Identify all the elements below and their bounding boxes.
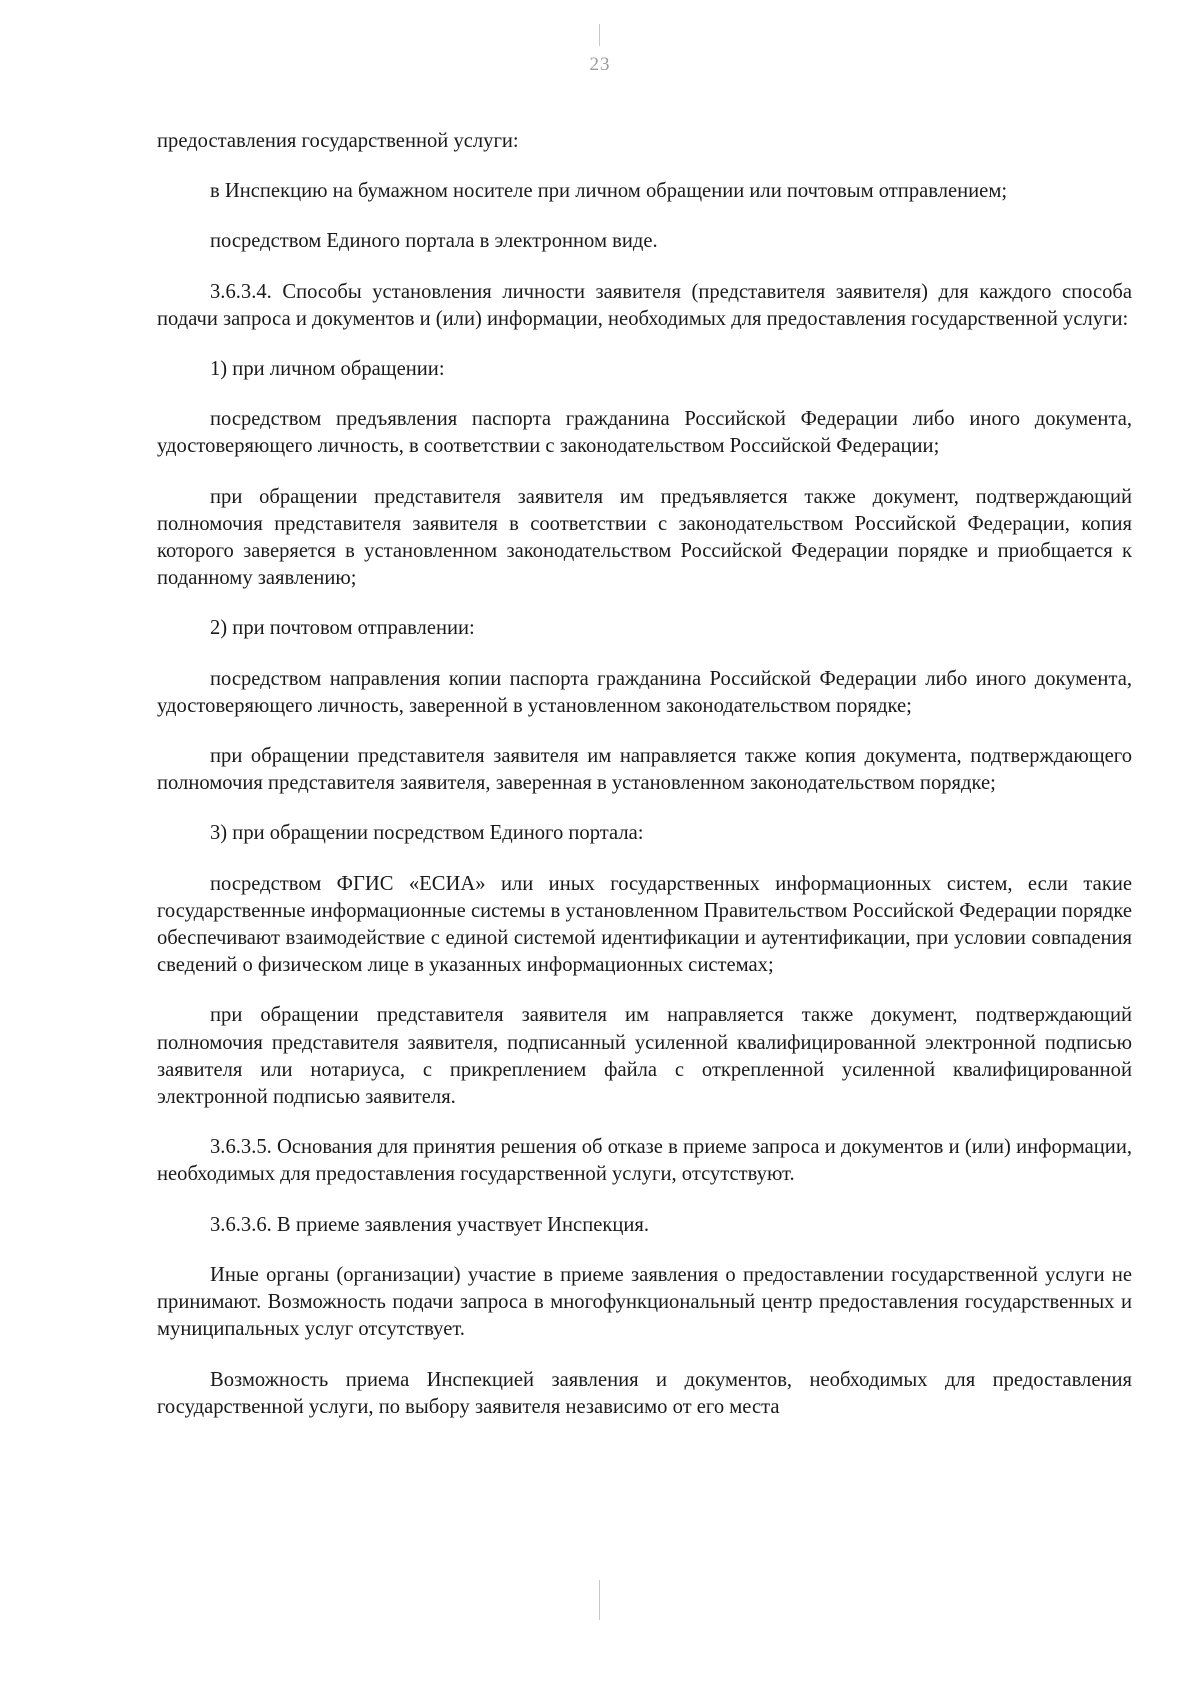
paragraph: 3.6.3.6. В приеме заявления участвует Инспекция. xyxy=(210,1213,650,1236)
scan-fold-mark xyxy=(599,24,600,46)
paragraph: при обращении представителя заявителя им направляется также копия документа, подтверждающего полномочия представителя заявителя, заверенная в установленном законодательством порядке; xyxy=(157,745,1132,795)
page-number: 23 xyxy=(589,54,611,75)
paragraph: 3.6.3.4. Способы установления личности заявителя (представителя заявителя) для каждого способа подачи запроса и документов и (или) информации, необходимых для предоставления государственной услуги: xyxy=(157,280,1132,330)
paragraph: 3) при обращении посредством Единого портала: xyxy=(210,822,644,845)
paragraph: предоставления государственной услуги: xyxy=(157,130,519,152)
paragraph: Возможность приема Инспекцией заявления и документов, необходимых для предоставления государственной услуги, по выбору заявителя независимо от его места xyxy=(157,1368,1132,1418)
paragraph: при обращении представителя заявителя им предъявляется также документ, подтверждающий полномочия представителя заявителя в соответствии с законодательством Российской Федерации, копия которого заверяется в установленном законодательством Российской Федерации порядке и приобщается к поданному заявлению; xyxy=(157,485,1132,590)
paragraph: посредством предъявления паспорта гражданина Российской Федерации либо иного документа, удостоверяющего личность, в соответствии с законодательством Российской Федерации; xyxy=(157,408,1132,458)
document-body xyxy=(157,128,1132,1444)
scan-fold-mark xyxy=(599,1580,600,1620)
paragraph: Иные органы (организации) участие в приеме заявления о предоставлении государственной услуги не принимают. Возможность подачи запроса в многофункциональный центр предоставления государственных и муниципальных услуг отсутствует. xyxy=(157,1263,1132,1341)
paragraph: 1) при личном обращении: xyxy=(210,358,445,381)
paragraph: 2) при почтовом отправлении: xyxy=(210,617,475,640)
paragraph: в Инспекцию на бумажном носителе при личном обращении или почтовым отправлением; xyxy=(210,180,1008,203)
paragraph: посредством направления копии паспорта гражданина Российской Федерации либо иного документа, удостоверяющего личность, заверенной в установленном законодательством порядке; xyxy=(157,667,1132,717)
paragraph: посредством ФГИС «ЕСИА» или иных государственных информационных систем, если такие государственные информационные системы в установленном Правительством Российской Федерации порядке обеспечивают взаимодействие с единой системой идентификации и аутентификации, при условии совпадения сведений о физическом лице в указанных информационных системах; xyxy=(157,872,1132,977)
paragraph: посредством Единого портала в электронном виде. xyxy=(210,230,658,253)
paragraph: 3.6.3.5. Основания для принятия решения об отказе в приеме запроса и документов и (или) информации, необходимых для предоставления государственной услуги, отсутствуют. xyxy=(157,1136,1132,1186)
paragraph: при обращении представителя заявителя им направляется также документ, подтверждающий полномочия представителя заявителя, подписанный усиленной квалифицированной электронной подписью заявителя или нотариуса, с прикреплением файла с открепленной усиленной квалифицированной электронной подписью заявителя. xyxy=(157,1004,1132,1109)
